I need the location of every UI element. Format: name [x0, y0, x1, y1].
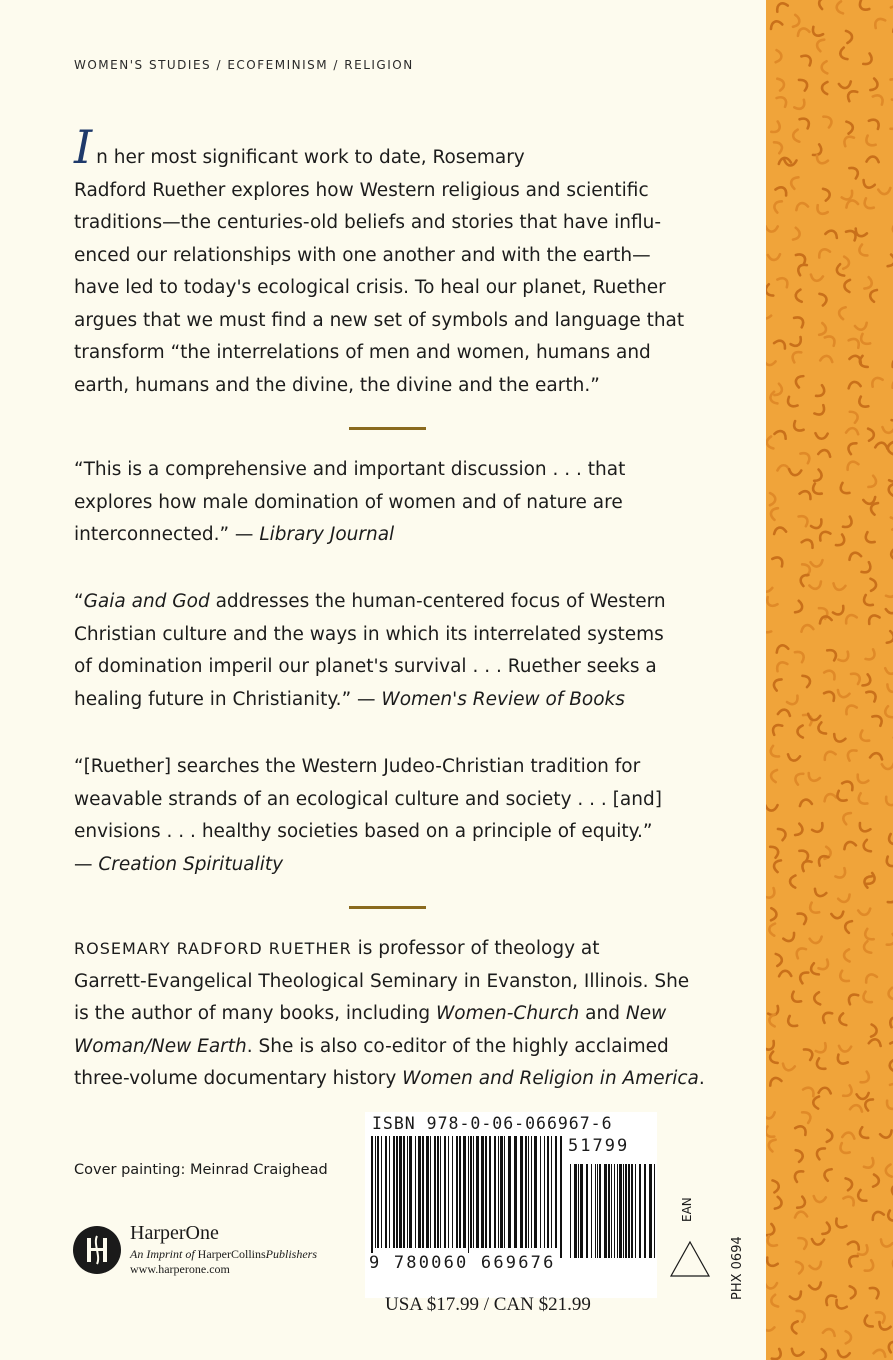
addon-code: 51799	[568, 1136, 630, 1156]
triangle-icon	[669, 1240, 711, 1278]
product-code: PHX 0694	[730, 1236, 745, 1300]
isbn-text: ISBN 978-0-06-066967-6	[372, 1114, 613, 1133]
review-source: Library Journal	[259, 524, 395, 545]
review-library-journal: “This is a comprehensive and important discussion . . . that explores how male domination of women and of nature are interconnected.” — Library Journal	[74, 459, 626, 545]
ean-digits: 9 780060 669676	[369, 1253, 556, 1273]
author-bio: ROSEMARY RADFORD RUETHER is professor of theology at Garrett-Evangelical Theological Seminary in Evanston, Illinois. She is the author of many books, including Women-Church and New Woman/New Earth. She is also co-editor of the highly acclaimed three-volume documentary history Women and Religion in America.	[74, 938, 705, 1089]
divider-rule	[349, 906, 426, 909]
category-line: WOMEN'S STUDIES / ECOFEMINISM / RELIGION	[74, 58, 414, 72]
book-title: Gaia and God	[83, 591, 210, 612]
patterned-side-panel	[766, 0, 893, 1360]
ean-label: EAN	[680, 1197, 694, 1222]
review-source: Women's Review of Books	[381, 688, 625, 710]
cover-credit: Cover painting: Meinrad Craighead	[74, 1162, 328, 1178]
publisher-url: www.harperone.com	[130, 1262, 230, 1276]
author-name: ROSEMARY RADFORD RUETHER	[74, 939, 352, 958]
review-creation-spirituality: “[Ruether] searches the Western Judeo-Christian tradition for weavable strands of an ecological culture and society . . . [and] envisions . . . healthy societies based on a principle of equity.” — Creation Spirituality	[74, 756, 662, 875]
harperone-logo-icon	[73, 1226, 121, 1274]
divider-rule	[349, 427, 426, 430]
publisher-name: HarperOne	[130, 1222, 219, 1244]
drop-cap: I	[74, 120, 93, 174]
publisher-block: HarperOne An Imprint of HarperCollinsPublishers www.harperone.com	[130, 1222, 318, 1276]
intro-paragraph: In her most significant work to date, Rosemary Radford Ruether explores how Western religious and scientific traditions—the centuries-old beliefs and stories that have influ- enced our relationships with one another and with the earth— have led to today's ecological crisis. To heal our planet, Ruether argues that we must find a new set of symbols and language that transform “the interrelations of men and women, humans and earth, humans and the divine, the divine and the earth.”	[74, 120, 685, 396]
price-line: USA $17.99 / CAN $21.99	[385, 1294, 591, 1315]
review-womens-review: “Gaia and God addresses the human-centered focus of Western Christian culture and the ways in which its interrelated systems of domination imperil our planet's survival . . . Ruether seeks a healing future in Christianity.” — Women's Review of Books	[74, 591, 666, 710]
squiggle-pattern-icon	[766, 0, 893, 1360]
review-source: Creation Spirituality	[98, 853, 284, 875]
